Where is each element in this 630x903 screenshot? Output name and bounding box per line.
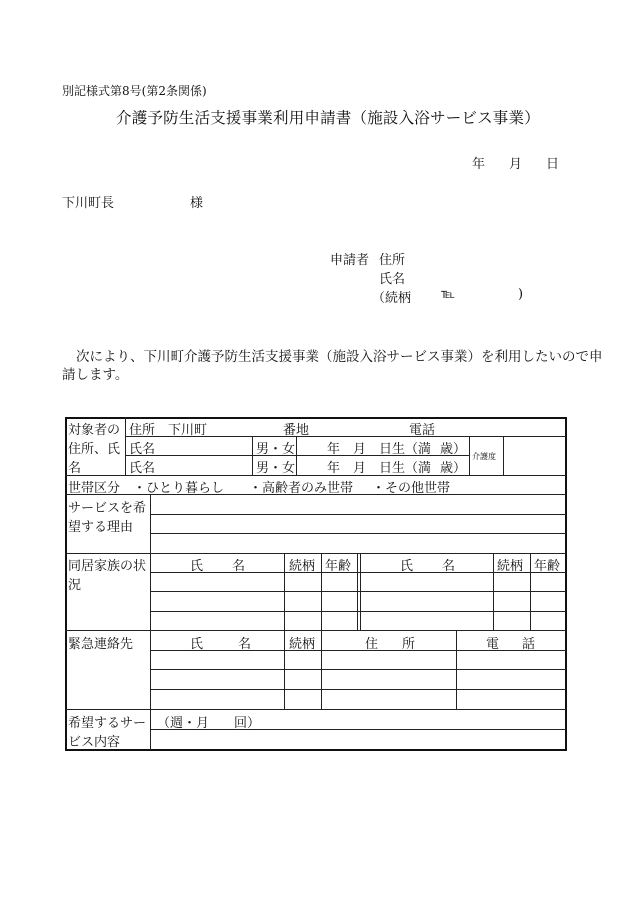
family-col-name-b-2: 名 <box>442 559 456 574</box>
family-label-line2: 況 <box>68 578 82 593</box>
household-option-alone: ・ひとり暮らし <box>133 481 225 496</box>
document-title: 介護予防生活支援事業利用申請書（施設入浴サービス事業） <box>116 109 540 127</box>
date-day-label: 日 <box>546 157 560 172</box>
target-label-line1: 対象者の <box>68 423 121 438</box>
household-label: 世帯区分 <box>68 481 121 496</box>
birth-month-1: 月 <box>353 442 367 457</box>
form-reference: 別記様式第8号(第2条関係) <box>62 84 207 98</box>
emergency-col-phone-b: 話 <box>522 637 536 652</box>
honorific: 様 <box>190 196 204 211</box>
household-option-elderly: ・高齢者のみ世帯 <box>249 481 354 496</box>
family-col-relation-2: 続柄 <box>497 559 524 574</box>
emergency-col-phone-a: 電 <box>486 637 500 652</box>
target-sex-2: 男・女 <box>256 461 296 476</box>
family-col-age-2: 年齢 <box>534 559 561 574</box>
applicant-relation-label: （続柄 <box>372 291 412 306</box>
age-1: 歳） <box>440 442 467 457</box>
family-col-relation: 続柄 <box>289 559 316 574</box>
birth-month-2: 月 <box>353 461 367 476</box>
family-label-line1: 同居家族の状 <box>68 559 147 574</box>
applicant-address-label: 住所 <box>379 253 406 268</box>
date-year-label: 年 <box>472 157 486 172</box>
applicant-label: 申請者 <box>330 253 370 268</box>
target-name-label-2: 氏名 <box>129 461 156 476</box>
birth-day-2: 日生（満 <box>379 461 432 476</box>
birth-day-1: 日生（満 <box>379 442 432 457</box>
applicant-tel-label: ℡ <box>441 287 455 302</box>
age-2: 歳） <box>440 461 467 476</box>
target-name-label-1: 氏名 <box>129 442 156 457</box>
emergency-col-name-b: 名 <box>238 637 252 652</box>
target-label-line3: 名 <box>68 461 82 476</box>
applicant-name-label: 氏名 <box>379 272 406 287</box>
addressee: 下川町長 <box>62 196 115 211</box>
date-month-label: 月 <box>509 157 523 172</box>
service-frequency-prefix: （週・月 <box>157 716 210 731</box>
reason-label-line2: 望する理由 <box>68 520 134 535</box>
target-phone-label: 電話 <box>409 423 436 438</box>
service-label-line1: 希望するサー <box>68 716 147 731</box>
household-option-other: ・その他世帯 <box>372 481 451 496</box>
birth-year-1: 年 <box>327 442 341 457</box>
target-banchi-label: 番地 <box>283 423 310 438</box>
birth-year-2: 年 <box>327 461 341 476</box>
family-col-name-a: 氏 <box>190 559 204 574</box>
care-level-label: 介護度 <box>472 452 496 461</box>
service-label-line2: ビス内容 <box>68 735 121 750</box>
body-text-line2: 請します。 <box>62 367 129 383</box>
target-town: 下川町 <box>168 423 208 438</box>
target-label-line2: 住所、氏 <box>68 442 121 457</box>
emergency-col-addr-a: 住 <box>365 637 379 652</box>
body-text-line1: 次により、下川町介護予防生活支援事業（施設入浴サービス事業）を利用したいので申 <box>76 349 603 365</box>
target-sex-1: 男・女 <box>256 442 296 457</box>
emergency-col-name-a: 氏 <box>190 637 204 652</box>
reason-label-line1: サービスを希 <box>68 501 147 516</box>
target-address-label: 住所 <box>129 423 156 438</box>
family-col-age: 年齢 <box>325 559 352 574</box>
emergency-col-addr-b: 所 <box>402 637 416 652</box>
emergency-col-relation: 続柄 <box>289 637 316 652</box>
emergency-label: 緊急連絡先 <box>68 637 134 652</box>
family-col-name-b: 名 <box>232 559 246 574</box>
family-col-name-a-2: 氏 <box>400 559 414 574</box>
service-frequency-suffix: 回） <box>234 716 261 731</box>
applicant-relation-close: ) <box>518 287 524 302</box>
